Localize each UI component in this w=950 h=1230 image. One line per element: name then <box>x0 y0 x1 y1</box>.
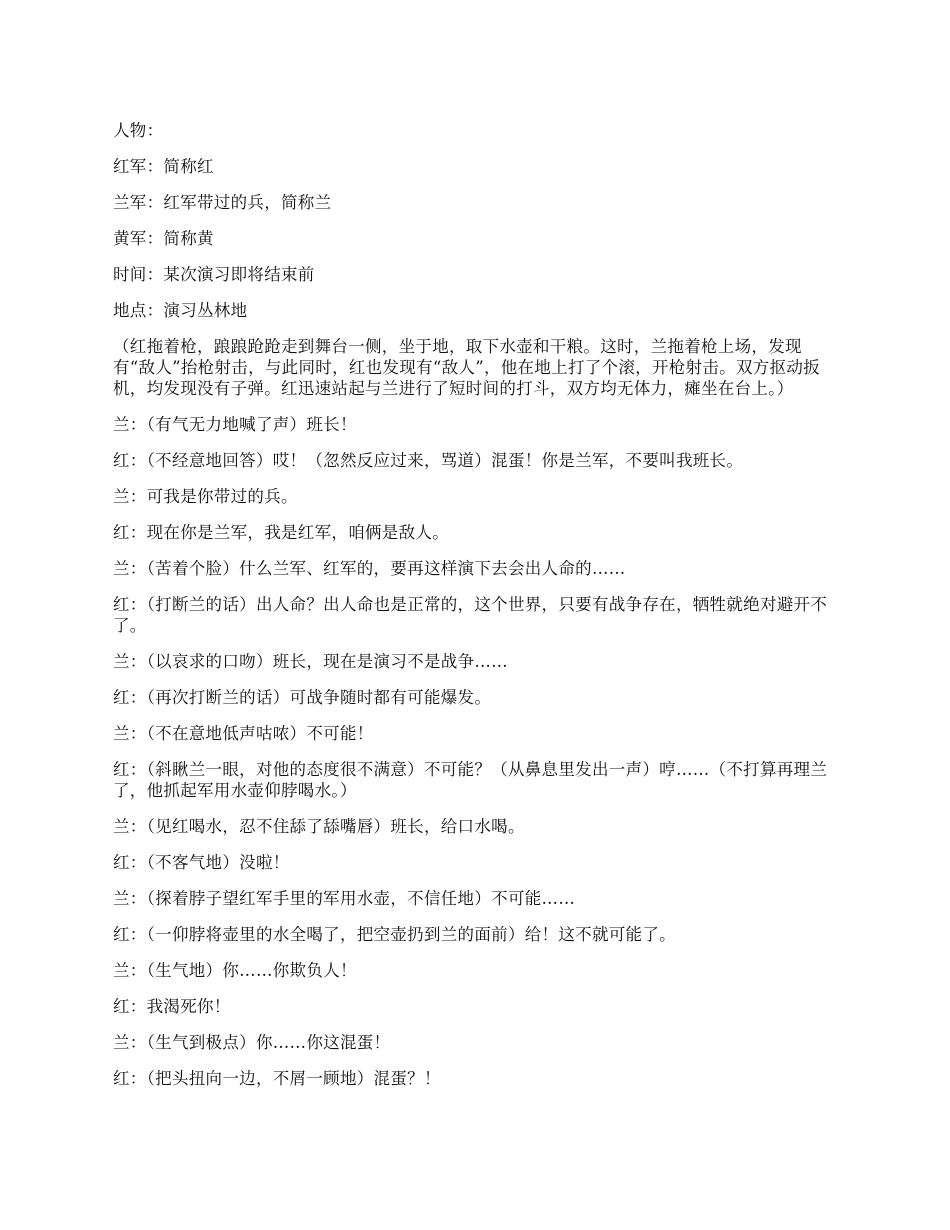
cast-heading: 人物： <box>113 121 164 140</box>
stage-direction: （红拖着枪，踉踉跄跄走到舞台一侧，坐于地，取下水壶和干粮。这时，兰拖着枪上场，发现有“敌人”抬枪射击，与此同时，红也发现有“敌人”，他在地上打了个滚，开枪射击。双方抠动扳机，均发现没有子弹。红迅速站起与兰进行了短时间的打斗，双方均无体力，瘫坐在台上。） <box>113 337 820 398</box>
setting-time: 时间：某次演习即将结束前 <box>113 265 315 284</box>
dialogue-line: 兰：（探着脖子望红军手里的军用水壶，不信任地）不可能…… <box>113 889 576 908</box>
dialogue-line: 兰：（不在意地低声咕哝）不可能！ <box>113 724 374 743</box>
dialogue-line: 兰：可我是你带过的兵。 <box>113 487 298 506</box>
dialogue-line: 兰：（有气无力地喊了声）班长！ <box>113 415 357 434</box>
dialogue-line: 红：（一仰脖将壶里的水全喝了，把空壶扔到兰的面前）给！这不就可能了。 <box>113 925 676 944</box>
setting-place: 地点：演习丛林地 <box>113 301 248 320</box>
dialogue-line: 红：（不经意地回答）哎！（忽然反应过来，骂道）混蛋！你是兰军，不要叫我班长。 <box>113 451 744 470</box>
dialogue-line: 红：（再次打断兰的话）可战争随时都有可能爆发。 <box>113 688 492 707</box>
dialogue-line: 红：（斜瞅兰一眼，对他的态度很不满意）不可能？（从鼻息里发出一声）哼……（不打算再理兰了，他抓起军用水壶仰脖喝水。） <box>113 760 828 800</box>
cast-yellow: 黄军：简称黄 <box>113 229 214 248</box>
dialogue-line: 红：现在你是兰军，我是红军，咱俩是敌人。 <box>113 523 449 542</box>
dialogue-line: 兰：（见红喝水，忍不住舔了舔嘴唇）班长，给口水喝。 <box>113 817 525 836</box>
script-page <box>113 120 843 1104</box>
dialogue-line: 红：（不客气地）没啦！ <box>113 853 290 872</box>
dialogue-line: 兰：（生气地）你……你欺负人！ <box>113 961 357 980</box>
dialogue-line: 兰：（以哀求的口吻）班长，现在是演习不是战争…… <box>113 652 508 671</box>
dialogue-line: 红：我渴死你！ <box>113 997 231 1016</box>
dialogue-line: 红：（打断兰的话）出人命？出人命也是正常的，这个世界，只要有战争存在，牺牲就绝对避开不了。 <box>113 595 828 635</box>
dialogue-line: 兰：（生气到极点）你……你这混蛋！ <box>113 1033 391 1052</box>
dialogue-line: 红：（把头扭向一边，不屑一顾地）混蛋？！ <box>113 1069 441 1088</box>
dialogue-line: 兰：（苦着个脸）什么兰军、红军的，要再这样演下去会出人命的…… <box>113 559 626 578</box>
cast-blue: 兰军：红军带过的兵，简称兰 <box>113 193 332 212</box>
cast-red: 红军：简称红 <box>113 157 214 176</box>
